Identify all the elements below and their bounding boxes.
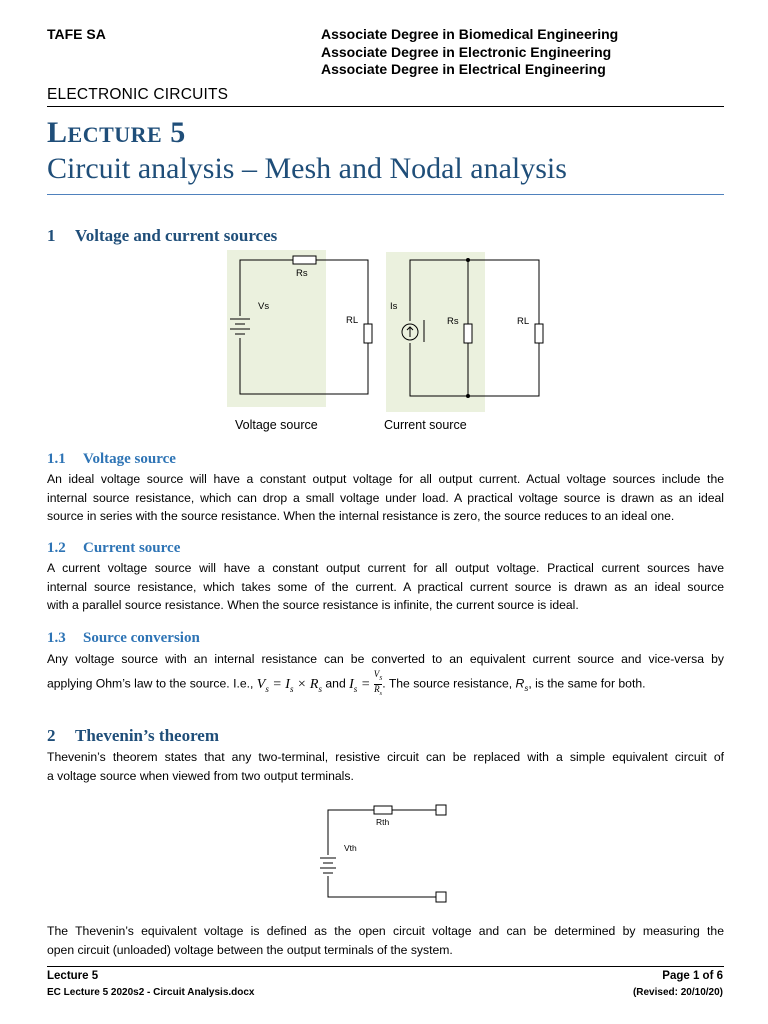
math-symbol: = xyxy=(357,676,374,692)
text-line: An ideal voltage source will have a constant output voltage for all output current. Actual voltage sources include the xyxy=(47,472,724,486)
subsection-heading xyxy=(47,451,176,468)
text-line: internal source resistance, which takes some of the current. A practical current source is drawn as an ideal source xyxy=(47,579,724,594)
paragraph xyxy=(47,559,724,615)
paragraph xyxy=(47,922,724,959)
rs-label: Rs xyxy=(296,268,308,279)
subsection-number: 1.2 xyxy=(47,540,66,556)
paragraph xyxy=(47,470,724,526)
fraction-denominator xyxy=(374,685,383,699)
subsection-title: Voltage source xyxy=(83,451,176,467)
paragraph xyxy=(47,748,724,785)
text-line: Any voltage source with an internal resistance can be converted to an equivalent current source and vice-versa by xyxy=(47,652,724,666)
math-sub: s xyxy=(318,683,322,694)
text-line: with a parallel source resistance. When the source resistance is infinite, the current source is ideal. xyxy=(47,598,579,612)
subsection-title: Current source xyxy=(83,540,181,556)
equation-line xyxy=(47,670,646,699)
lecture-rest: ECTURE xyxy=(67,122,163,147)
rl2-label: RL xyxy=(517,316,530,327)
text-line: source in series with the source resistance. When the internal resistance is zero, the source reduces to an ideal one. xyxy=(47,509,675,523)
text-line: a voltage source when viewed from two output terminals. xyxy=(47,768,354,783)
math-symbol: R xyxy=(374,683,380,694)
subject-name: ELECTRONIC CIRCUITS xyxy=(47,86,229,103)
text-line: internal source resistance, which can drop a small voltage under load. A practical voltage source is drawn as an ideal xyxy=(47,490,724,505)
footer-filename: EC Lecture 5 2020s2 - Circuit Analysis.docx xyxy=(47,987,255,998)
math-sub: s xyxy=(379,690,382,697)
text-run: applying Ohm’s law to the source. I.e., xyxy=(47,676,254,691)
program-item: Associate Degree in Electrical Engineering xyxy=(321,61,606,77)
program-list xyxy=(321,26,618,79)
footer-lecture: Lecture 5 xyxy=(47,970,99,982)
thevenin-figure xyxy=(310,800,460,910)
rth-label: Rth xyxy=(376,817,390,827)
footer-revised: (Revised: 20/10/20) xyxy=(632,987,723,998)
is-label: Is xyxy=(390,301,398,312)
text-run: . The source resistance, xyxy=(382,676,516,691)
section-title: Voltage and current sources xyxy=(75,226,278,245)
text-line: open circuit (unloaded) voltage between the output terminals of the system. xyxy=(47,942,453,957)
subsection-title: Source conversion xyxy=(83,630,200,646)
voltage-source-caption: Voltage source xyxy=(235,418,318,432)
text-line: The Thevenin’s equivalent voltage is defined as the open circuit voltage and can be determined by measuring the xyxy=(47,924,724,938)
section-number: 2 xyxy=(47,726,56,745)
paragraph xyxy=(47,650,724,669)
rl-label: RL xyxy=(346,315,359,326)
text-run: s xyxy=(524,683,529,693)
section-number: 1 xyxy=(47,226,56,245)
math-symbol: V xyxy=(256,676,266,692)
rs2-label: Rs xyxy=(447,316,459,327)
header-divider xyxy=(47,106,724,107)
lecture-number: 5 xyxy=(170,116,186,149)
math-symbol: V xyxy=(373,669,380,679)
section-heading xyxy=(47,726,219,746)
text-line: A current voltage source will have a constant output current for all output voltage. Practical current sources have xyxy=(47,561,724,575)
page-title: Circuit analysis – Mesh and Nodal analysis xyxy=(47,152,567,185)
program-item: Associate Degree in Biomedical Engineering xyxy=(321,26,619,42)
subsection-number: 1.1 xyxy=(47,451,66,467)
org-name: TAFE SA xyxy=(47,26,106,42)
lecture-label xyxy=(47,116,186,150)
section-title: Thevenin’s theorem xyxy=(75,726,220,745)
footer-divider xyxy=(47,966,724,967)
fraction-numerator xyxy=(374,670,383,685)
sources-figure xyxy=(220,248,550,416)
current-source-caption: Current source xyxy=(384,418,467,432)
program-item: Associate Degree in Electronic Engineering xyxy=(321,43,612,60)
subsection-number: 1.3 xyxy=(47,630,66,646)
equation-is xyxy=(349,677,374,692)
text-run: and xyxy=(325,676,346,691)
subsection-heading xyxy=(47,540,180,557)
subsection-heading xyxy=(47,630,200,647)
vs-label: Vs xyxy=(258,301,270,312)
math-symbol: I xyxy=(349,676,354,692)
fraction xyxy=(374,670,383,699)
math-sub: s xyxy=(353,683,358,694)
title-divider xyxy=(47,194,724,195)
equation-vs xyxy=(257,677,322,692)
text-run: R xyxy=(515,676,525,691)
text-run: , is the same for both. xyxy=(528,676,646,691)
text-line: Thevenin’s theorem states that any two-terminal, resistive circuit can be replaced with a simple equivalent circuit of xyxy=(47,750,724,764)
footer-page-number: Page 1 of 6 xyxy=(662,970,723,982)
vth-label: Vth xyxy=(344,843,357,853)
math-sub: S xyxy=(379,675,383,682)
lecture-initial: L xyxy=(47,116,68,149)
math-symbol: = I xyxy=(268,676,290,692)
math-sub: s xyxy=(289,683,294,694)
math-sub: s xyxy=(265,683,269,694)
section-heading xyxy=(47,226,277,246)
math-symbol: × R xyxy=(293,676,319,692)
